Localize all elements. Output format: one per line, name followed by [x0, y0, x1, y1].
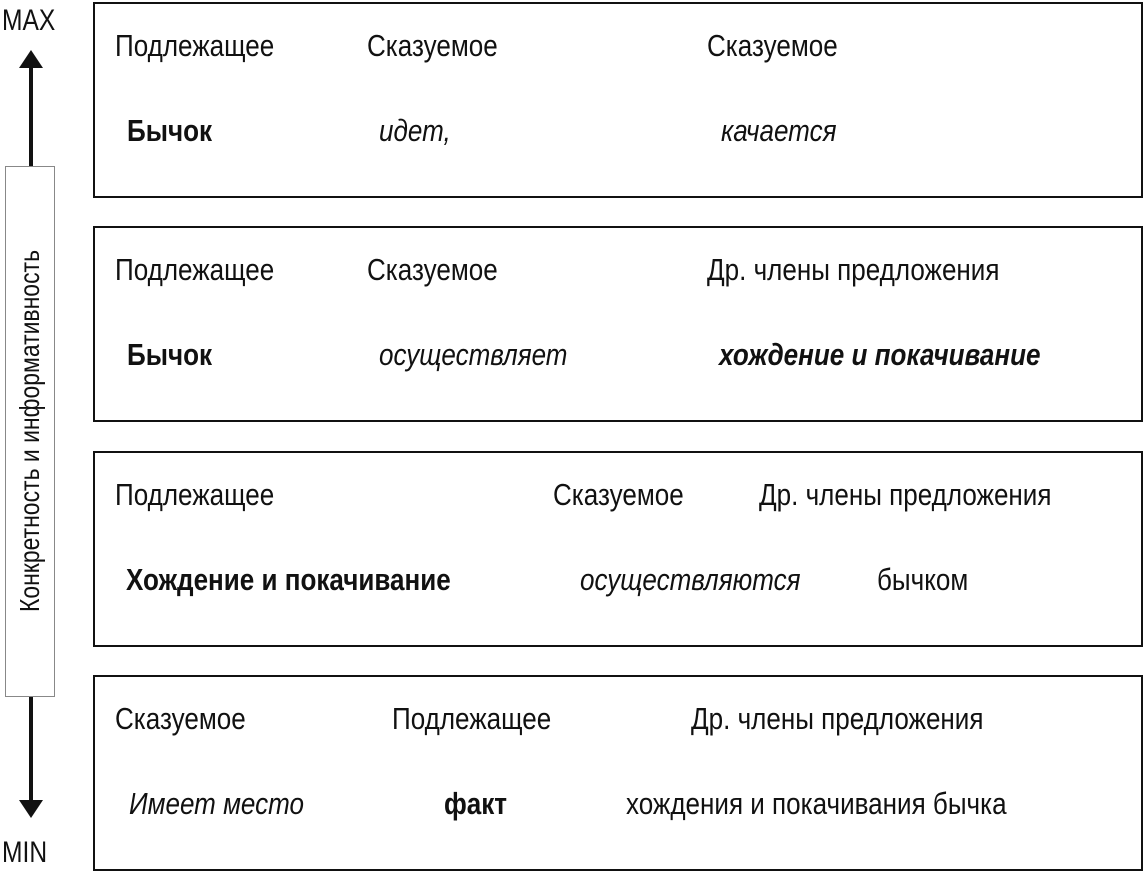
panel-header: Подлежащее: [115, 252, 275, 287]
panel-header: Подлежащее: [392, 701, 552, 736]
panel-word-predicate: Имеет место: [129, 786, 305, 821]
axis-line-top: [29, 60, 33, 166]
panel-header: Сказуемое: [553, 477, 684, 512]
panel-header: Сказуемое: [707, 28, 838, 63]
panel-word-subject: факт: [444, 786, 508, 821]
panel-header: Сказуемое: [367, 28, 498, 63]
panel-word-predicate: осуществляются: [580, 562, 801, 597]
arrow-down-icon: [19, 800, 43, 818]
sentence-panel-4: [93, 675, 1143, 871]
axis-title: Конкретность и информативность: [14, 249, 45, 613]
panel-header: Подлежащее: [115, 28, 275, 63]
axis-max-label: MAX: [2, 4, 56, 37]
panel-word-predicate: качается: [721, 113, 837, 148]
panel-word-predicate: идет,: [379, 113, 451, 148]
panel-word-subject: Бычок: [127, 113, 213, 148]
panel-header: Др. члены предложения: [707, 252, 1000, 287]
panel-word-subject: Хождение и покачивание: [126, 562, 451, 597]
panel-header: Сказуемое: [115, 701, 246, 736]
axis-min-label: MIN: [2, 836, 48, 869]
panel-word-predicate: осуществляет: [379, 337, 568, 372]
axis-line-bottom: [29, 697, 33, 803]
panel-word-subject: Бычок: [127, 337, 213, 372]
panel-word-object: хождения и покачивания бычка: [626, 786, 1007, 821]
panel-header: Подлежащее: [115, 477, 275, 512]
sentence-panel-3: [93, 451, 1143, 647]
panel-header: Др. члены предложения: [691, 701, 984, 736]
panel-header: Сказуемое: [367, 252, 498, 287]
panel-word-object: хождение и покачивание: [719, 337, 1041, 372]
panel-header: Др. члены предложения: [759, 477, 1052, 512]
sentence-panel-2: [93, 226, 1143, 422]
sentence-panel-1: [93, 2, 1143, 198]
panel-word-object: бычком: [877, 562, 969, 597]
